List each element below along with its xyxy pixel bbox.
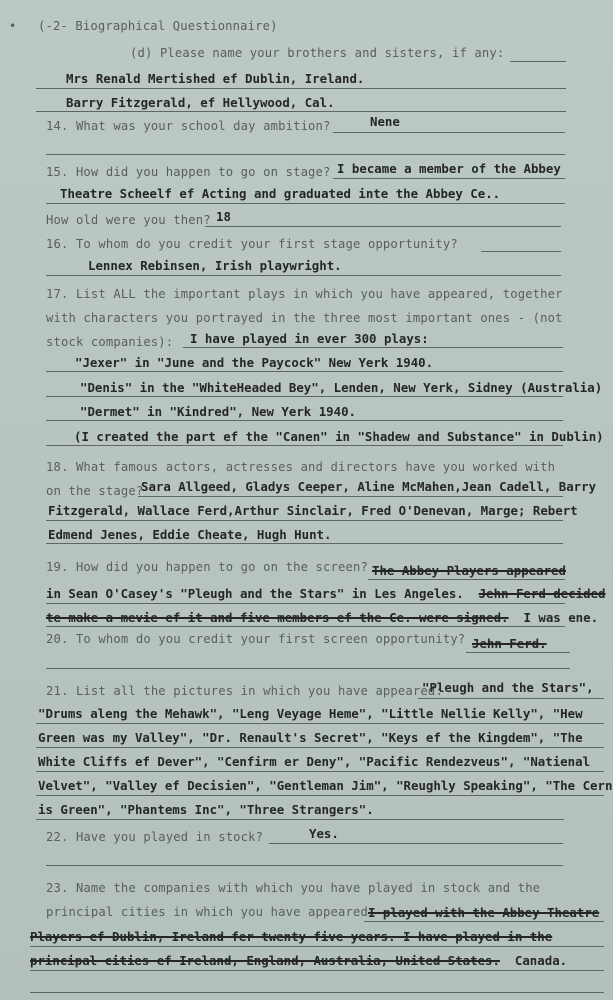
film-entry: Green was my Valley", "Dr. Renault's Secret", "Keys ef the Kingdem", "The — [38, 730, 583, 745]
answer-line — [46, 626, 565, 627]
sibling-answer: Mrs Renald Mertished ef Dublin, Ireland. — [66, 71, 365, 86]
play-entry: "Dermet" in "Kindred", New Yerk 1940. — [80, 404, 357, 419]
question-19-answer-part: I was ene. — [523, 610, 599, 625]
answer-line — [36, 88, 566, 89]
film-entry: "Drums aleng the Mehawk", "Leng Veyage Heme", "Little Nellie Kelly", "Hew — [38, 706, 583, 721]
question-23-answer — [368, 905, 599, 921]
answer-line — [46, 445, 563, 446]
answer-line — [368, 579, 565, 580]
answer-line — [46, 154, 565, 155]
question-15-answer: I became a member of the Abbey — [337, 161, 561, 176]
question-21-prompt: 21. List all the pictures in which you have appeared: — [46, 684, 443, 698]
answer-line — [36, 795, 604, 796]
question-19-answer — [46, 610, 598, 626]
answer-line — [46, 420, 563, 421]
answer-line — [183, 347, 563, 348]
costar-entry: Fitzgerald, Wallace Ferd,Arthur Sinclair, Fred O'Denevan, Marge; Rebert — [48, 503, 578, 518]
question-19-answer: The Abbey Players appeared — [372, 563, 566, 578]
question-14-prompt: 14. What was your school day ambition? — [46, 119, 331, 133]
answer-line — [46, 203, 565, 204]
question-23-answer-struck: principal cities ef Ireland, England, Australia, United States. — [30, 953, 500, 968]
answer-line — [466, 652, 570, 653]
question-17-prompt: 17. List ALL the important plays in which you have appeared, together — [46, 287, 563, 301]
age-answer: 18 — [216, 209, 231, 224]
question-15-answer: Theatre Scheelf ef Acting and graduated inte the Abbey Ce.. — [60, 186, 501, 201]
answer-line — [46, 865, 563, 866]
question-d-prompt: (d) Please name your brothers and sisters, if any: — [130, 46, 505, 60]
answer-line — [510, 61, 566, 62]
costar-entry: Sara Allgeed, Gladys Ceeper, Aline McMahen,Jean Cadell, Barry — [141, 479, 597, 494]
answer-line — [30, 992, 604, 993]
question-19-answer-part: in Sean O'Casey's "Pleugh and the Stars" in Les Angeles. — [46, 586, 464, 601]
answer-line — [333, 178, 565, 179]
question-19-answer — [46, 586, 606, 602]
age-prompt: How old were you then? — [46, 213, 211, 227]
question-23-answer-struck: Players ef Dublin, Ireland fer twenty five years. I have played in the — [30, 929, 553, 944]
question-20-answer: Jehn Ferd. — [472, 636, 547, 651]
question-19-answer-struck: te make a mevie ef it and five members ef the Ce. were signed. — [46, 610, 509, 625]
sibling-answer: Barry Fitzgerald, ef Hellywood, Cal. — [66, 95, 335, 110]
film-entry: is Green", "Phantems Inc", "Three Strangers". — [38, 802, 374, 817]
answer-line — [205, 226, 561, 227]
answer-line — [46, 543, 563, 544]
question-19-answer-struck: Jehn Ferd decided — [478, 586, 606, 601]
answer-line — [46, 371, 563, 372]
question-22-prompt: 22. Have you played in stock? — [46, 830, 264, 844]
question-16-prompt: 16. To whom do you credit your first stage opportunity? — [46, 237, 458, 251]
question-17-answer: I have played in ever 300 plays: — [190, 331, 429, 346]
answer-line — [138, 496, 563, 497]
answer-line — [481, 251, 561, 252]
answer-line — [46, 520, 563, 521]
question-22-answer: Yes. — [309, 826, 339, 841]
answer-line — [36, 819, 564, 820]
play-entry: (I created the part ef the "Canen" in "Shadew and Substance" in Dublin) — [74, 429, 604, 444]
question-16-answer: Lennex Rebinsen, Irish playwright. — [88, 258, 342, 273]
answer-line — [46, 396, 563, 397]
answer-line — [418, 698, 604, 699]
film-entry: White Cliffs ef Dever", "Cenfirm er Deny", "Pacific Rendezveus", "Natienal — [38, 754, 591, 769]
answer-line — [46, 275, 561, 276]
answer-line — [333, 132, 565, 133]
answer-line — [30, 946, 604, 947]
page-header: (-2- Biographical Questionnaire) — [38, 19, 278, 33]
question-23-answer-struck: I played with the Abbey Theatre — [368, 905, 600, 920]
answer-line — [269, 843, 563, 844]
margin-mark: • — [9, 19, 17, 33]
film-entry: Velvet", "Valley ef Decisien", "Gentleman Jim", "Reughly Speaking", "The Cern — [38, 778, 613, 793]
answer-line — [46, 603, 565, 604]
question-23-answer — [30, 953, 567, 969]
play-entry: "Denis" in the "WhiteHeaded Bey", Lenden, New Yerk, Sidney (Australia) — [80, 380, 603, 395]
question-15-prompt: 15. How did you happen to go on stage? — [46, 165, 331, 179]
answer-line — [46, 668, 570, 669]
answer-line — [36, 111, 566, 112]
film-entry: "Pleugh and the Stars", — [422, 680, 594, 695]
answer-line — [36, 723, 604, 724]
costar-entry: Edmend Jenes, Eddie Cheate, Hugh Hunt. — [48, 527, 332, 542]
play-entry: "Jexer" in "June and the Paycock" New Yerk 1940. — [75, 355, 434, 370]
question-17-prompt: stock companies): — [46, 335, 174, 349]
question-20-prompt: 20. To whom do you credit your first screen opportunity? — [46, 632, 466, 646]
answer-line — [364, 921, 604, 922]
question-17-prompt: with characters you portrayed in the three most important ones - (not — [46, 311, 563, 325]
question-23-prompt: 23. Name the companies with which you have played in stock and the — [46, 881, 541, 895]
question-18-prompt: on the stage? — [46, 484, 144, 498]
question-23-answer-part: Canada. — [514, 953, 568, 968]
answer-line — [36, 747, 604, 748]
answer-line — [36, 771, 604, 772]
question-14-answer: Nene — [370, 114, 400, 129]
question-19-prompt: 19. How did you happen to go on the screen? — [46, 560, 368, 574]
question-23-prompt: principal cities in which you have appeared: — [46, 905, 376, 919]
answer-line — [30, 970, 604, 971]
question-18-prompt: 18. What famous actors, actresses and directors have you worked with — [46, 460, 556, 474]
